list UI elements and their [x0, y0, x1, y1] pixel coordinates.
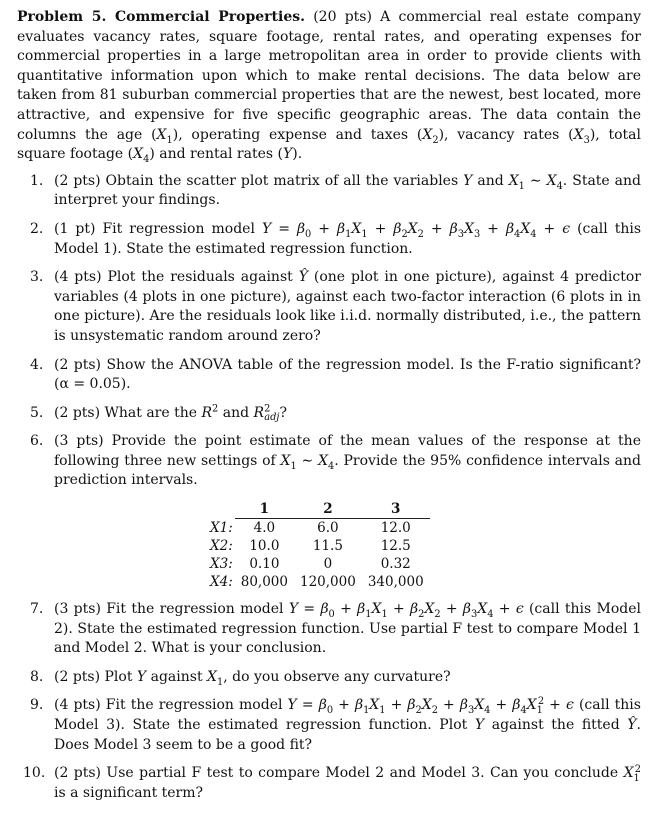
- row-label: X4:: [210, 574, 233, 591]
- question-2: 2. (1 pt) Fit regression model $Y = \beta_0 + \beta_1X_1 + \beta_2X_2 + \beta_3X_3 + \beta_4X_4 + \epsilon$ (call this Model 1). State the estimated regression function.: [30, 220, 642, 257]
- table-cell: 11.5: [312, 538, 343, 555]
- table-row: [204, 537, 430, 555]
- question-number: 4.: [30, 356, 44, 373]
- table-header-row: [204, 500, 430, 519]
- table-cell: 6.0: [317, 520, 339, 537]
- row-label: X2:: [210, 538, 233, 555]
- question-10: 10. (2 pts) Use partial F test to compare Model 2 and Model 3. Can you conclude $X_1^2$ is a significant term?: [23, 763, 641, 801]
- row-label: X3:: [210, 556, 233, 573]
- question-5: 5. (2 pts) What are the $R^2$ and $R^2_{adj}$?: [30, 403, 287, 424]
- question-4: 4. (2 pts) Show the ANOVA table of the regression model. Is the F-ratio significant? (α = 0.05).: [30, 356, 641, 393]
- question-number: 10.: [23, 765, 46, 782]
- model-1-equation: $Y = \beta_0 + \beta_1X_1 + \beta_2X_2 + \beta_3X_3 + \beta_4X_4 + \epsilon$: [261, 220, 571, 240]
- question-number: 7.: [30, 601, 44, 618]
- question-number: 3.: [30, 269, 44, 286]
- row-label: X1:: [210, 519, 233, 536]
- table-cell: 80,000: [240, 574, 288, 591]
- table-cell: 0.32: [380, 556, 411, 573]
- table-cell: 120,000: [300, 574, 356, 591]
- table-cell: 12.5: [380, 538, 411, 555]
- question-number: 1.: [30, 172, 44, 189]
- table-header: 3: [362, 500, 430, 519]
- new-settings-table: [204, 500, 430, 591]
- question-3: 3. (4 pts) Plot the residuals against Ŷ (one plot in one picture), against 4 predictor variables (4 plots in one picture), against each two-factor interaction (6 plots in in one picture). Are the residuals look like i.i.d. normally distributed, i.e., the pattern is unsystematic random around zero?: [30, 269, 641, 344]
- question-number: 5.: [30, 404, 44, 421]
- table-cell: 0: [323, 556, 333, 573]
- table-row: [204, 519, 430, 538]
- question-list: [17, 172, 641, 804]
- question-8: 8. (2 pts) Plot Y against $X_1$, do you observe any curvature?: [30, 668, 451, 688]
- table-header: 2: [294, 500, 362, 519]
- table-row: [204, 555, 430, 573]
- question-number: 2.: [30, 220, 44, 237]
- question-9: 9. (4 pts) Fit the regression model $Y = \beta_0 + \beta_1X_1 + \beta_2X_2 + \beta_3X_4 + \beta_4X_1^2 + \epsilon$ (call this Model 3). State the estimated regression function. Plot Y against the fitted Ŷ. Does Model 3 seem to be a good fit?: [30, 695, 641, 753]
- table-cell: 0.10: [249, 556, 280, 573]
- problem-title: Problem 5. Commercial Properties.: [17, 9, 305, 25]
- table-cell: 12.0: [380, 520, 411, 537]
- problem-points: (20 pts): [313, 9, 372, 25]
- model-3-equation: $Y = \beta_0 + \beta_1X_1 + \beta_2X_2 + \beta_3X_4 + \beta_4X_1^2 + \epsilon$: [287, 695, 574, 717]
- table-cell: 10.0: [249, 538, 280, 555]
- table-row: [204, 573, 430, 591]
- table-cell: 340,000: [367, 574, 424, 591]
- question-7: 7. (3 pts) Fit the regression model $Y = \beta_0 + \beta_1X_1 + \beta_2X_2 + \beta_3X_4 + \epsilon$ (call this Model 2). State the estimated regression function. Use partial F test to compare Model 1 and Model 2. What is your conclusion.: [30, 601, 641, 657]
- question-number: 6.: [30, 433, 44, 450]
- question-1: 1. (2 pts) Obtain the scatter plot matrix of all the variables Y and $X_1$ ∼ $X_4$. State and interpret your findings.: [30, 172, 642, 209]
- question-6: 6. (3 pts) Provide the point estimate of the mean values of the response at the following three new settings of $X_1$ ∼ $X_4$. Provide the 95% confidence intervals and prediction intervals. 1 2 3 X1: 4.0 6.0 12.0 X2: 10.0 11.5 12.5 X3: 0.10 0 0.32 X4: 80,000 120,000 340,000: [30, 433, 642, 591]
- table-cell: 4.0: [253, 520, 276, 537]
- question-number: 8.: [30, 668, 44, 685]
- problem-intro: Problem 5. Commercial Properties. (20 pts) A commercial real estate company evaluates vacancy rates, square footage, rental rates, and operating expenses for commercial properties in a large metropolitan area in order to provide clients with quantitative information upon which to make rental decisions. The data below are taken from 81 suburban commercial properties that are the newest, best located, more attractive, and expensive for five specific geographic areas. The data contain the columns the age $(X_1)$, operating expense and taxes $(X_2)$, vacancy rates $(X_3)$, total square footage $(X_4)$ and rental rates (Y).: [17, 9, 642, 165]
- table-header: 1: [235, 500, 294, 519]
- question-number: 9.: [30, 697, 44, 714]
- model-2-equation: $Y = \beta_0 + \beta_1X_1 + \beta_2X_2 + \beta_3X_4 + \epsilon$: [288, 601, 524, 620]
